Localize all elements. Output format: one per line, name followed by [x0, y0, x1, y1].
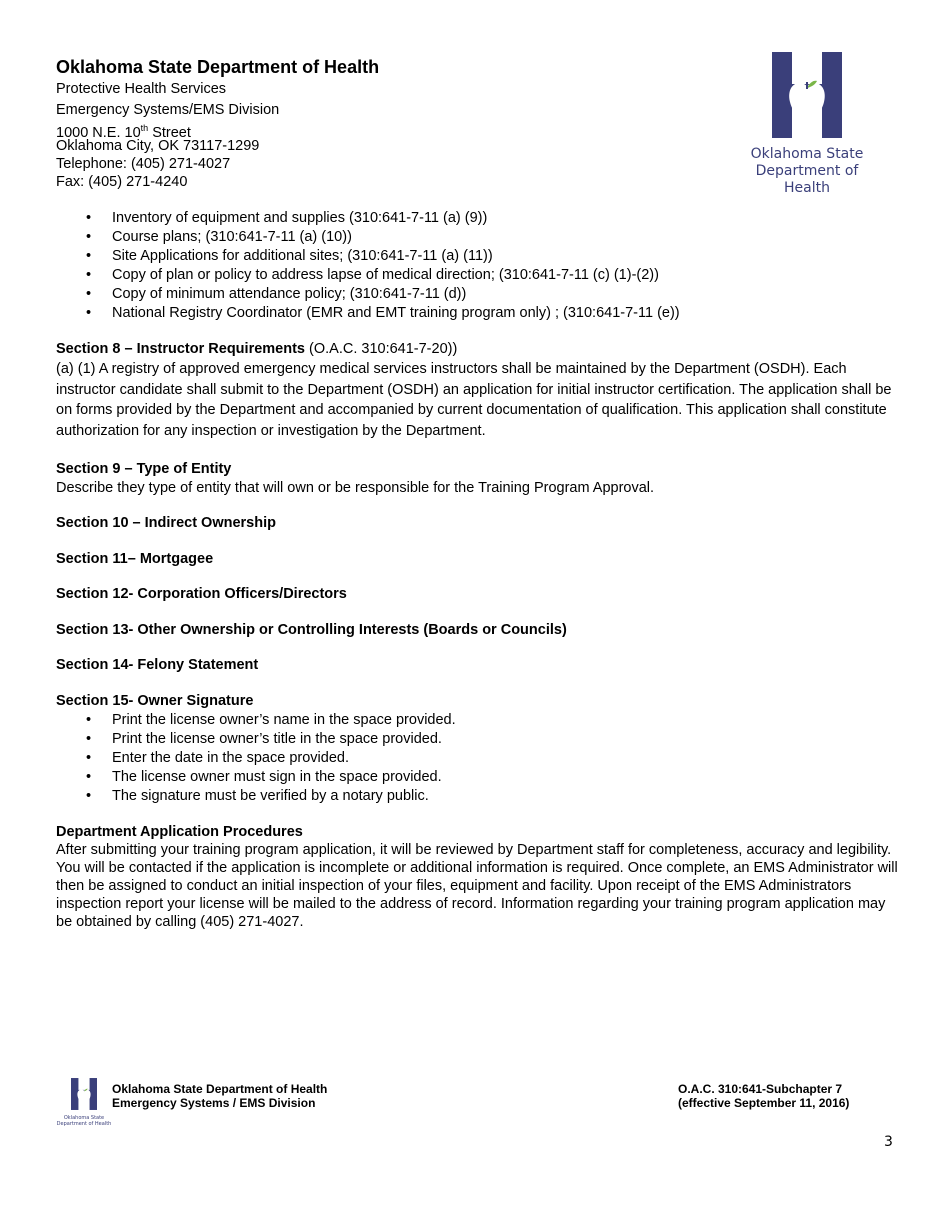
footer-agency: Oklahoma State Department of Health Emergency Systems / EMS Division [112, 1082, 328, 1110]
required-documents-list [56, 209, 680, 323]
owner-signature-list [56, 711, 456, 806]
section-8-body: (a) (1) A registry of approved emergency medical services instructors shall be maintained by the Department (OSDH). Each instructor candidate shall submit to the Department (OSDH) an application for initial instructor certification. The application shall be on forms provided by the Department and accompanied by current documentation of qualification. This application shall constitute authorization for any inspection or investigation by the Department. [56, 361, 892, 439]
section-9-body: Describe they type of entity that will own or be responsible for the Training Program Approval. [56, 480, 655, 496]
list-item: • Print the license owner’s title in the space provided. [56, 730, 456, 749]
logo-text: Oklahoma State Department of Health [750, 146, 864, 196]
address-line: 1000 N.E. 10th Street [56, 123, 191, 141]
list-item: • Copy of minimum attendance policy; (310:641-7-11 (d)) [56, 285, 680, 304]
section-12-heading: Section 12- Corporation Officers/Directors [56, 586, 347, 602]
list-item: • Inventory of equipment and supplies (310:641-7-11 (a) (9)) [56, 209, 680, 228]
phone-line: Telephone: (405) 271-4027 [56, 156, 231, 172]
fax-line: Fax: (405) 271-4240 [56, 174, 188, 190]
footer-logo-mark-icon [71, 1078, 97, 1110]
list-item: • Enter the date in the space provided. [56, 749, 456, 768]
section-14-heading: Section 14- Felony Statement [56, 657, 259, 673]
list-item: • Copy of plan or policy to address lapse of medical direction; (310:641-7-11 (c) (1)-(2)) [56, 266, 680, 285]
list-item: • Course plans; (310:641-7-11 (a) (10)) [56, 228, 680, 247]
page-number: 3 [884, 1134, 893, 1150]
list-item: • Site Applications for additional sites; (310:641-7-11 (a) (11)) [56, 247, 680, 266]
section-11-heading: Section 11– Mortgagee [56, 551, 214, 567]
list-item: • Print the license owner’s name in the space provided. [56, 711, 456, 730]
procedures-heading: Department Application Procedures [56, 824, 303, 840]
section-10-heading: Section 10 – Indirect Ownership [56, 515, 276, 531]
list-item: • The signature must be verified by a notary public. [56, 787, 456, 806]
agency-title: Oklahoma State Department of Health [56, 57, 380, 77]
list-item: • The license owner must sign in the space provided. [56, 768, 456, 787]
address-line: Emergency Systems/EMS Division [56, 102, 280, 118]
footer-logo: Oklahoma State Department of Health [56, 1078, 112, 1127]
section-13-heading: Section 13- Other Ownership or Controlling Interests (Boards or Councils) [56, 622, 567, 638]
procedures-body: After submitting your training program application, it will be reviewed by Department staff for completeness, accuracy and legibility. You will be contacted if the application is incomplete or additional information is required. Once complete, an EMS Administrator will then be assigned to conduct an initial inspection of your files, equipment and facility. Upon receipt of the EMS Administrators inspection report your license will be mailed to the address of record. Information regarding your training program application may be obtained by calling (405) 271-4027. [56, 842, 898, 930]
osdh-logo [732, 52, 882, 197]
section-8-heading: Section 8 – Instructor Requirements (O.A.C. 310:641-7-20)) [56, 341, 458, 357]
section-9-heading: Section 9 – Type of Entity [56, 461, 232, 477]
list-item: • National Registry Coordinator (EMR and EMT training program only) ; (310:641-7-11 (e)) [56, 304, 680, 323]
address-line: Protective Health Services [56, 81, 227, 97]
footer-citation: O.A.C. 310:641-Subchapter 7 (effective September 11, 2016) [678, 1082, 850, 1110]
address-line: Oklahoma City, OK 73117-1299 [56, 138, 260, 154]
osdh-logo-mark-icon [772, 52, 842, 138]
section-15-heading: Section 15- Owner Signature [56, 693, 254, 709]
